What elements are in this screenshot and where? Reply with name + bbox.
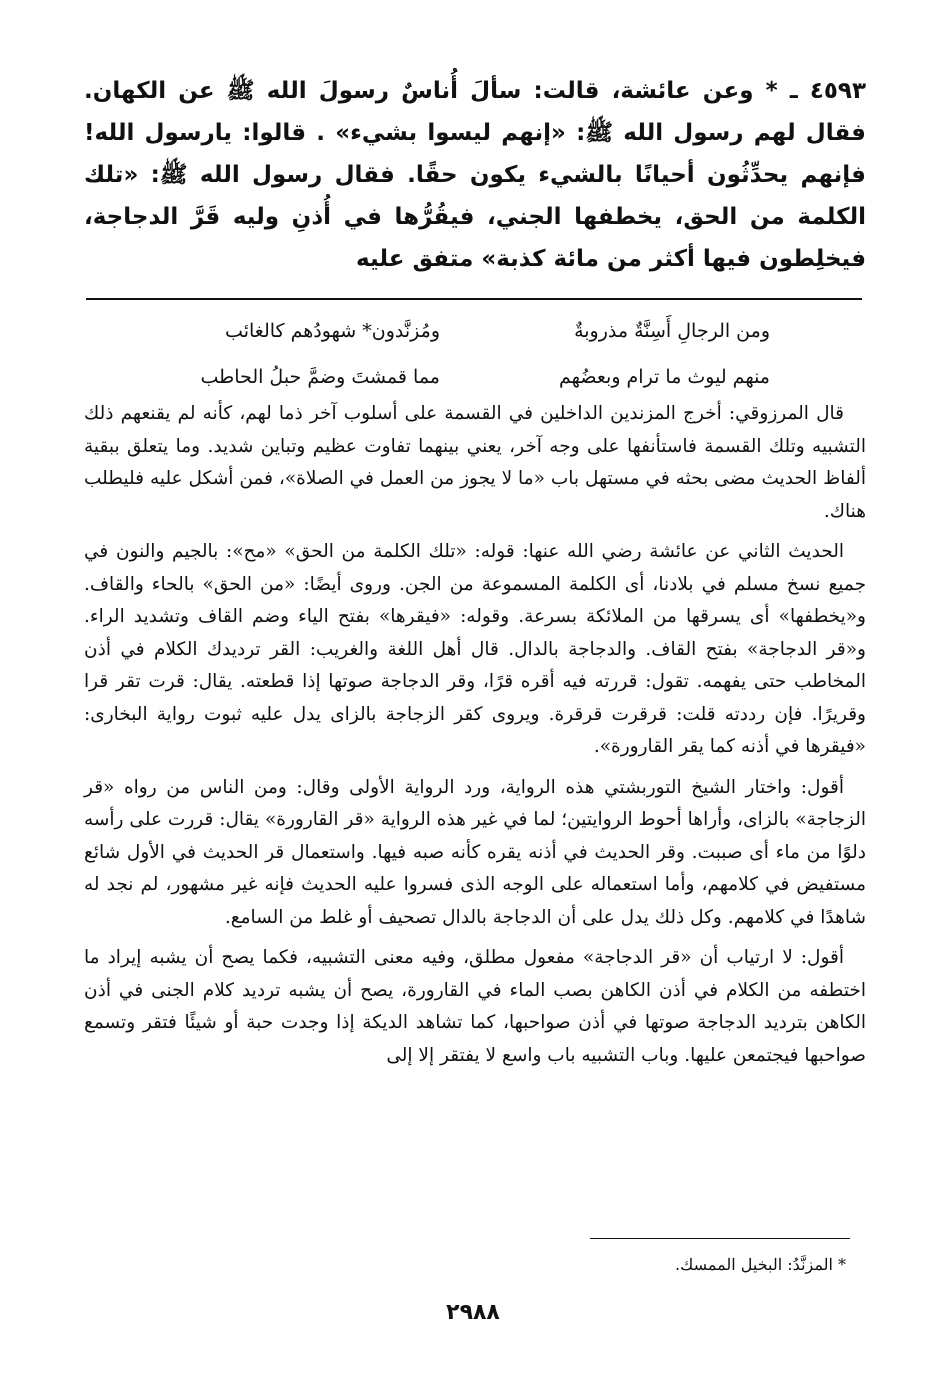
page-number: ٢٩٨٨ — [446, 1300, 500, 1325]
poem-hemistich-second: مما قمشتَ وضمَّ حبلُ الحاطب — [200, 366, 440, 388]
commentary — [84, 398, 866, 1080]
poem-verse — [150, 308, 770, 354]
poem-hemistich-second: ومُزنَّدون* شهودُهم كالغائب — [225, 320, 440, 342]
footnote-divider — [590, 1238, 850, 1239]
hadith-text: ٤٥٩٣ ـ * وعن عائشة، قالت: سألَ أُناسٌ رسولَ الله ﷺ عن الكهان. فقال لهم رسول الله ﷺ: «إنهم ليسوا بشيء» . قالوا: يارسول الله! فإنهم يحدِّثُون أحيانًا بالشيء يكون حقًا. فقال رسول الله ﷺ: «تلك الكلمة من الحق، يخطفها الجني، فيقُرُّها في أُذنِ وليه قَرَّ الدجاجة، فيخلِطون فيها أكثر من مائة كذبة» متفق عليه — [84, 78, 866, 272]
footnote: * المزنَّدُ: البخيل الممسك. — [675, 1255, 846, 1274]
poem-hemistich-first: ومن الرجالِ أَسِنَّةٌ مذروبةٌ — [574, 320, 770, 342]
section-divider — [86, 298, 862, 300]
commentary-paragraph: قال المرزوقي: أخرج المزندين الداخلين في القسمة على أسلوب آخر ذما لهم، كأنه لم يقنعهم ذلك التشبيه وتلك القسمة فاستأنفها على وجه آخر، يعني بينهما تفاوت عظيم وتباين شديد. وما يتعلق ببقية ألفاظ الحديث مضى بحثه في مستهل باب «ما لا يجوز من العمل في الصلاة»، فمن أشكل عليه فليطلب هناك. — [84, 403, 866, 522]
poem — [150, 308, 770, 400]
commentary-paragraph: أقول: واختار الشيخ التوربشتي هذه الرواية، ورد الرواية الأولى وقال: ومن الناس من رواه «قر الزجاجة» بالزاى، وأراها أحوط الروايتين؛ لما في غير هذه الرواية «قر القارورة» يقال: قررت على رأسه دلوًا من ماء أى صببت. وقر الحديث في أذنه يقره كأنه صبه فيها. واستعمال قر الحديث في الأول شائع مستفيض في كلامهم، وأما استعماله على الوجه الذى فسروا عليه الحديث فإنه غير مشهور، لم نجد له شاهدًا في كلامهم. وكل ذلك يدل على أن الدجاجة بالدال تصحيف أو غلط من السامع. — [84, 776, 866, 928]
poem-verse — [150, 354, 770, 400]
commentary-paragraph: أقول: لا ارتياب أن «قر الدجاجة» مفعول مطلق، وفيه معنى التشبيه، فكما يصح أن يشبه إيراد ما اختطفه من الكلام في أذن الكاهن بصب الماء في القارورة، يصح أن يشبه ترديد كلام الجنى في أذن الكاهن بترديد الدجاجة صوتها في أذن صواحبها، كما تشاهد الديكة إذا وجدت حبة أو شيئًا فتقر وتسمع صواحبها فيجتمعن عليها. وباب التشبيه باب واسع لا يفتقر إلا إلى — [84, 947, 866, 1066]
commentary-paragraph: الحديث الثاني عن عائشة رضي الله عنها: قوله: «تلك الكلمة من الحق» «مح»: بالجيم والنون في جميع نسخ مسلم في بلادنا، أى الكلمة المسموعة من الجن. وروى أيضًا: «من الحق» بالحاء والقاف. و«يخطفها» أى يسرقها من الملائكة بسرعة. وقوله: «فيقرها» بفتح الياء وضم القاف وتشديد الراء. و«قر الدجاجة» بفتح القاف. والدجاجة بالدال. قال أهل اللغة والغريب: القر ترديدك الكلام في أذن المخاطب حتى يفهمه. تقول: قررته فيه أقره قرًا، وقر الدجاجة صوتها إذا قطعته. يقال: قرت تقر قرا وقريرًا. فإن رددته قلت: قرقرت قرقرة. ويروى كقر الزجاجة بالزاى يدل عليه ثبوت رواية البخارى: «فيقرها في أذنه كما يقر القارورة». — [84, 541, 866, 757]
poem-hemistich-first: منهم ليوث ما ترام وبعضُهم — [559, 366, 770, 388]
